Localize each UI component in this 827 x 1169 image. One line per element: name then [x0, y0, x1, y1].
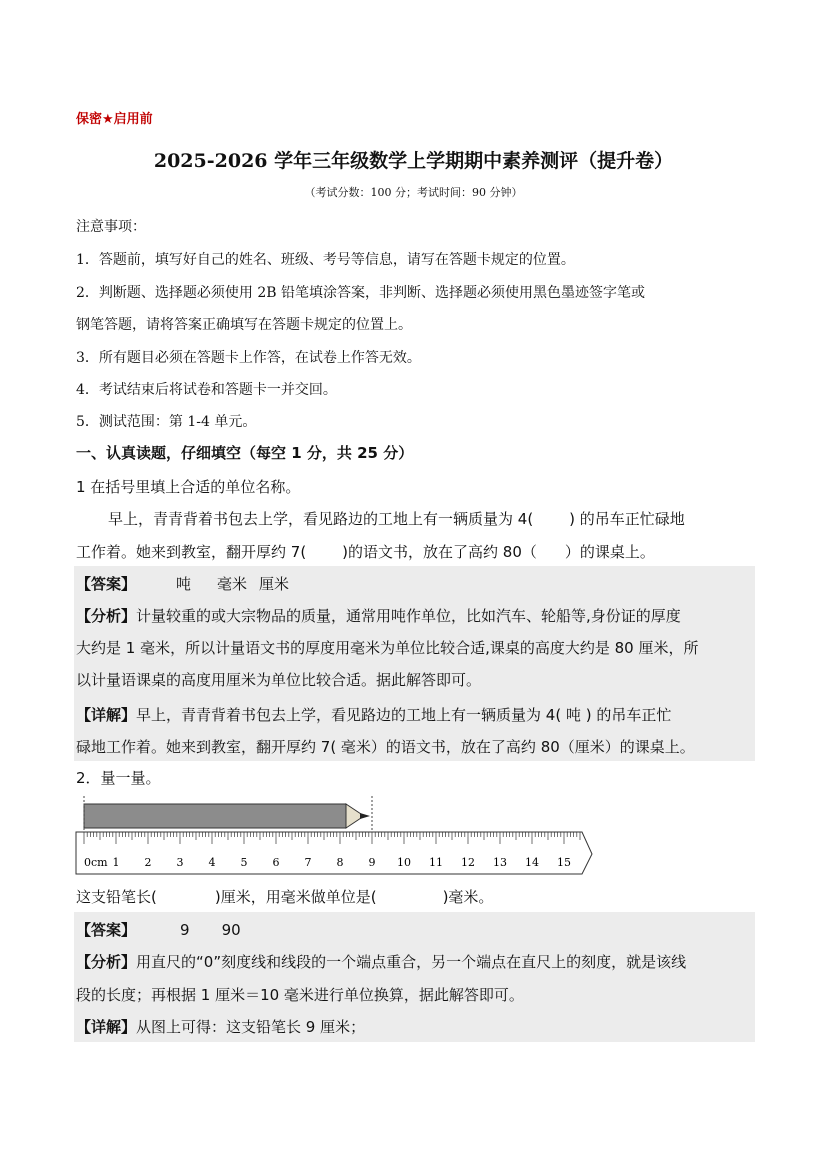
notice-heading: 注意事项：	[76, 219, 146, 235]
question-2-stem: 2．量一量。	[76, 769, 161, 787]
confidential-mark: 保密★启用前	[76, 112, 153, 127]
notice-item-3: 3．所有题目必须在答题卡上作答，在试卷上作答无效。	[76, 350, 421, 366]
ruler-label: 9	[368, 856, 376, 869]
pencil-ruler-figure	[74, 796, 599, 878]
question-1-stem: 1 在括号里填上合适的单位名称。	[76, 478, 301, 496]
ruler-label: 1	[112, 856, 120, 869]
question-1-analysis-3: 以计量语课桌的高度用厘米为单位比较合适。据此解答即可。	[76, 671, 482, 689]
ruler-label: 6	[272, 856, 280, 869]
ruler-label: 10	[397, 856, 411, 869]
question-1-line-1: 早上，青青背着书包去上学，看见路边的工地上有一辆质量为 4( ) 的吊车正忙碌地	[108, 510, 685, 528]
ruler-label: 0cm	[84, 856, 108, 869]
ruler-label: 15	[557, 856, 571, 869]
ruler-label: 13	[493, 856, 507, 869]
exam-info: （考试分数：100 分；考试时间：90 分钟）	[304, 186, 523, 199]
question-2-answer: 【答案】 9 90	[76, 921, 241, 939]
question-2-line: 这支铅笔长( )厘米，用毫米做单位是( )毫米。	[76, 888, 494, 906]
question-1-detail-2: 碌地工作着。她来到教室，翻开厚约 7( 毫米）的语文书，放在了高约 80（厘米）的课桌上。	[76, 738, 695, 756]
ruler-label: 11	[429, 856, 443, 869]
notice-item-1: 1．答题前，填写好自己的姓名、班级、考号等信息，请写在答题卡规定的位置。	[76, 252, 575, 268]
notice-item-4: 4．考试结束后将试卷和答题卡一并交回。	[76, 382, 337, 398]
notice-item-2: 2．判断题、选择题必须使用 2B 铅笔填涂答案，非判断、选择题必须使用黑色墨迹签字笔或	[76, 285, 646, 301]
question-2-detail: 【详解】从图上可得：这支铅笔长 9 厘米；	[76, 1018, 366, 1036]
question-1-analysis-2: 大约是 1 毫米，所以计量语文书的厚度用毫米为单位比较合适,课桌的高度大约是 80 厘米，所	[76, 639, 699, 657]
ruler-label: 4	[208, 856, 216, 869]
question-1-answer: 【答案】 吨 毫米 厘米	[76, 575, 290, 593]
notice-item-2-cont: 钢笔答题，请将答案正确填写在答题卡规定的位置上。	[76, 317, 412, 333]
ruler-label: 5	[240, 856, 248, 869]
question-2-analysis-2: 段的长度；再根据 1 厘米＝10 毫米进行单位换算，据此解答即可。	[76, 986, 524, 1004]
ruler-label: 7	[304, 856, 312, 869]
page-title: 2025-2026 学年三年级数学上学期期中素养测评（提升卷）	[153, 150, 674, 172]
ruler-label: 12	[461, 856, 475, 869]
pencil-icon	[84, 804, 370, 828]
question-1-analysis-1: 【分析】计量较重的或大宗物品的质量，通常用吨作单位，比如汽车、轮船等,身份证的厚度	[76, 607, 681, 625]
ruler-label: 8	[336, 856, 344, 869]
question-1-detail-1: 【详解】早上，青青背着书包去上学，看见路边的工地上有一辆质量为 4( 吨 ) 的吊车正忙	[76, 706, 672, 724]
ruler-label: 3	[176, 856, 184, 869]
ruler-label: 2	[144, 856, 152, 869]
question-1-line-2: 工作着。她来到教室，翻开厚约 7( )的语文书，放在了高约 80（ ）的课桌上。	[76, 543, 655, 561]
question-2-analysis-1: 【分析】用直尺的“0”刻度线和线段的一个端点重合，另一个端点在直尺上的刻度，就是该线	[76, 953, 687, 971]
notice-item-5: 5．测试范围：第 1-4 单元。	[76, 414, 257, 430]
section-title: 一、认真读题，仔细填空（每空 1 分，共 25 分）	[76, 444, 414, 462]
ruler-label: 14	[525, 856, 539, 869]
